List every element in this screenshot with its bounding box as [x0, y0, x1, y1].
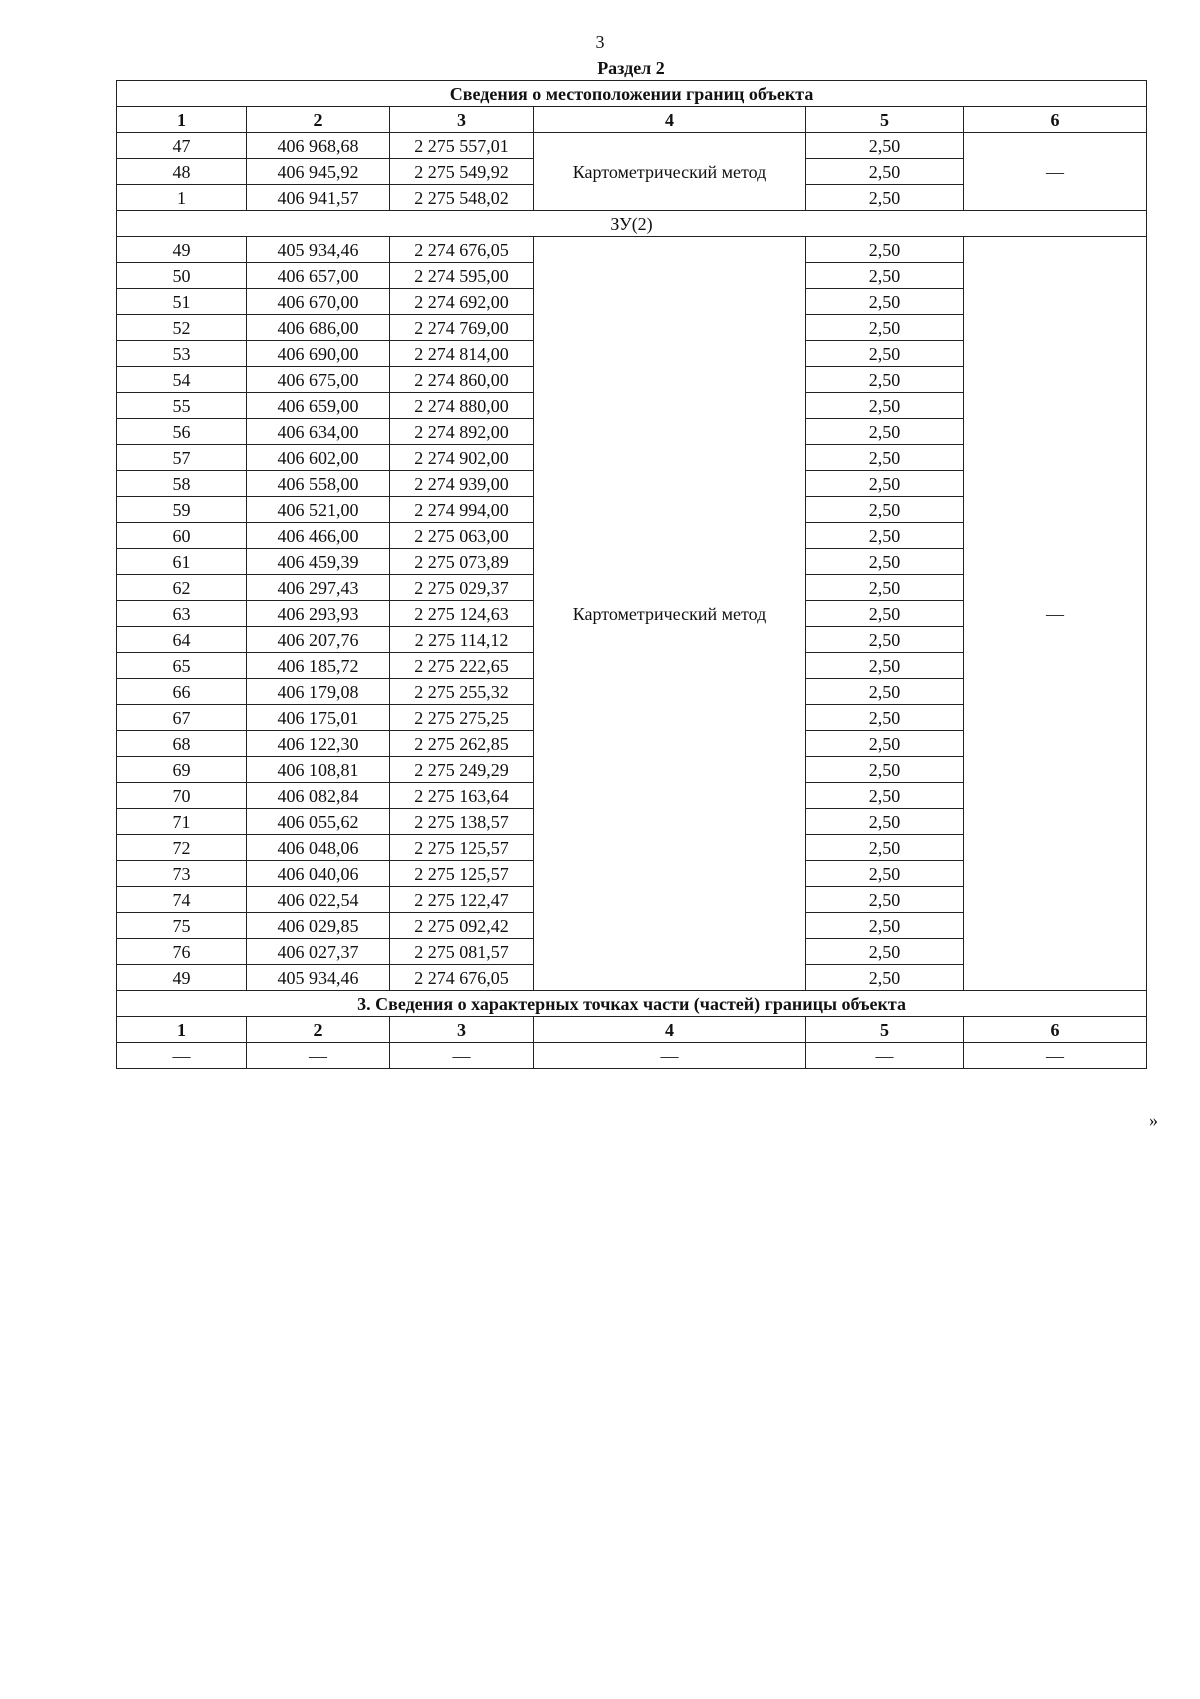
point-number: 50 — [117, 263, 247, 289]
accuracy-cell: 2,50 — [806, 341, 964, 367]
part-header-row — [117, 1017, 1147, 1043]
coordinate-y: 2 275 125,57 — [390, 835, 534, 861]
coordinate-x: 406 657,00 — [247, 263, 390, 289]
point-number: 61 — [117, 549, 247, 575]
table-title: Сведения о местоположении границ объекта — [117, 81, 1147, 107]
coordinate-y: 2 275 222,65 — [390, 653, 534, 679]
coordinate-y: 2 275 029,37 — [390, 575, 534, 601]
coordinate-x: 406 602,00 — [247, 445, 390, 471]
accuracy-cell: 2,50 — [806, 705, 964, 731]
accuracy-cell: 2,50 — [806, 887, 964, 913]
accuracy-cell: 2,50 — [806, 549, 964, 575]
coordinate-x: 406 690,00 — [247, 341, 390, 367]
accuracy-cell: 2,50 — [806, 497, 964, 523]
coordinate-y: 2 275 557,01 — [390, 133, 534, 159]
point-number: 68 — [117, 731, 247, 757]
coordinate-y: 2 274 676,05 — [390, 965, 534, 991]
coordinate-y: 2 275 073,89 — [390, 549, 534, 575]
coordinate-y: 2 275 275,25 — [390, 705, 534, 731]
point-number: 75 — [117, 913, 247, 939]
point-number: 52 — [117, 315, 247, 341]
coordinate-y: 2 275 262,85 — [390, 731, 534, 757]
accuracy-cell: 2,50 — [806, 913, 964, 939]
point-number: 76 — [117, 939, 247, 965]
description-cell: — — [964, 237, 1147, 991]
coordinate-y: 2 275 549,92 — [390, 159, 534, 185]
coordinate-y: 2 275 122,47 — [390, 887, 534, 913]
accuracy-cell: 2,50 — [806, 315, 964, 341]
column-header: 3 — [390, 107, 534, 133]
method-cell: Картометрический метод — [534, 237, 806, 991]
page-number: 3 — [595, 32, 605, 52]
coordinate-x: 406 634,00 — [247, 419, 390, 445]
accuracy-cell: 2,50 — [806, 289, 964, 315]
coordinate-x: 405 934,46 — [247, 237, 390, 263]
part-title: 3. Сведения о характерных точках части (частей) границы объекта — [117, 991, 1147, 1017]
column-header: 1 — [117, 107, 247, 133]
part-cell: — — [247, 1043, 390, 1069]
column-header-row — [117, 107, 1147, 133]
accuracy-cell: 2,50 — [806, 653, 964, 679]
coordinate-y: 2 274 939,00 — [390, 471, 534, 497]
coordinate-x: 406 055,62 — [247, 809, 390, 835]
point-number: 47 — [117, 133, 247, 159]
coordinate-y: 2 275 063,00 — [390, 523, 534, 549]
boundary-table — [116, 80, 1147, 1069]
coordinate-y: 2 274 860,00 — [390, 367, 534, 393]
point-number: 62 — [117, 575, 247, 601]
group-row — [117, 211, 1147, 237]
coordinate-y: 2 274 880,00 — [390, 393, 534, 419]
coordinate-x: 406 659,00 — [247, 393, 390, 419]
point-number: 54 — [117, 367, 247, 393]
point-number: 55 — [117, 393, 247, 419]
point-number: 67 — [117, 705, 247, 731]
coordinate-x: 406 941,57 — [247, 185, 390, 211]
coordinate-y: 2 274 902,00 — [390, 445, 534, 471]
accuracy-cell: 2,50 — [806, 367, 964, 393]
accuracy-cell: 2,50 — [806, 809, 964, 835]
coordinate-y: 2 275 114,12 — [390, 627, 534, 653]
point-number: 66 — [117, 679, 247, 705]
point-number: 51 — [117, 289, 247, 315]
point-number: 64 — [117, 627, 247, 653]
coordinate-y: 2 275 138,57 — [390, 809, 534, 835]
accuracy-cell: 2,50 — [806, 237, 964, 263]
table-row — [117, 133, 1147, 159]
part-column-header: 6 — [964, 1017, 1147, 1043]
column-header: 6 — [964, 107, 1147, 133]
coordinate-x: 406 082,84 — [247, 783, 390, 809]
coordinate-y: 2 275 081,57 — [390, 939, 534, 965]
coordinate-y: 2 275 249,29 — [390, 757, 534, 783]
part-cell: — — [964, 1043, 1147, 1069]
accuracy-cell: 2,50 — [806, 393, 964, 419]
coordinate-x: 406 670,00 — [247, 289, 390, 315]
accuracy-cell: 2,50 — [806, 757, 964, 783]
coordinate-y: 2 275 163,64 — [390, 783, 534, 809]
coordinate-x: 406 022,54 — [247, 887, 390, 913]
point-number: 48 — [117, 159, 247, 185]
point-number: 53 — [117, 341, 247, 367]
column-header: 4 — [534, 107, 806, 133]
coordinate-x: 406 179,08 — [247, 679, 390, 705]
point-number: 63 — [117, 601, 247, 627]
part-cell: — — [117, 1043, 247, 1069]
accuracy-cell: 2,50 — [806, 419, 964, 445]
point-number: 57 — [117, 445, 247, 471]
accuracy-cell: 2,50 — [806, 263, 964, 289]
coordinate-x: 406 558,00 — [247, 471, 390, 497]
coordinate-y: 2 274 692,00 — [390, 289, 534, 315]
coordinate-y: 2 275 125,57 — [390, 861, 534, 887]
coordinate-x: 406 293,93 — [247, 601, 390, 627]
point-number: 70 — [117, 783, 247, 809]
accuracy-cell: 2,50 — [806, 445, 964, 471]
part-cell: — — [534, 1043, 806, 1069]
point-number: 69 — [117, 757, 247, 783]
coordinate-y: 2 274 769,00 — [390, 315, 534, 341]
coordinate-x: 406 945,92 — [247, 159, 390, 185]
coordinate-x: 406 297,43 — [247, 575, 390, 601]
coordinate-x: 406 040,06 — [247, 861, 390, 887]
coordinate-x: 406 968,68 — [247, 133, 390, 159]
part-column-header: 4 — [534, 1017, 806, 1043]
part-column-header: 2 — [247, 1017, 390, 1043]
accuracy-cell: 2,50 — [806, 835, 964, 861]
coordinate-x: 405 934,46 — [247, 965, 390, 991]
closing-quote: » — [1149, 1110, 1158, 1130]
part-data-row — [117, 1043, 1147, 1069]
point-number: 74 — [117, 887, 247, 913]
accuracy-cell: 2,50 — [806, 939, 964, 965]
coordinate-y: 2 274 814,00 — [390, 341, 534, 367]
coordinate-y: 2 275 124,63 — [390, 601, 534, 627]
coordinate-x: 406 207,76 — [247, 627, 390, 653]
method-cell: Картометрический метод — [534, 133, 806, 211]
column-header: 5 — [806, 107, 964, 133]
coordinate-y: 2 275 255,32 — [390, 679, 534, 705]
coordinate-x: 406 027,37 — [247, 939, 390, 965]
part-cell: — — [806, 1043, 964, 1069]
coordinate-y: 2 274 676,05 — [390, 237, 534, 263]
part-column-header: 1 — [117, 1017, 247, 1043]
point-number: 65 — [117, 653, 247, 679]
coordinate-x: 406 048,06 — [247, 835, 390, 861]
accuracy-cell: 2,50 — [806, 627, 964, 653]
accuracy-cell: 2,50 — [806, 861, 964, 887]
part-cell: — — [390, 1043, 534, 1069]
coordinate-y: 2 274 892,00 — [390, 419, 534, 445]
accuracy-cell: 2,50 — [806, 575, 964, 601]
coordinate-x: 406 466,00 — [247, 523, 390, 549]
point-number: 73 — [117, 861, 247, 887]
group-label: ЗУ(2) — [117, 211, 1147, 237]
part-title-row — [117, 991, 1147, 1017]
point-number: 60 — [117, 523, 247, 549]
point-number: 49 — [117, 237, 247, 263]
accuracy-cell: 2,50 — [806, 601, 964, 627]
accuracy-cell: 2,50 — [806, 523, 964, 549]
coordinate-x: 406 108,81 — [247, 757, 390, 783]
point-number: 58 — [117, 471, 247, 497]
coordinate-x: 406 521,00 — [247, 497, 390, 523]
coordinate-y: 2 274 994,00 — [390, 497, 534, 523]
coordinate-x: 406 459,39 — [247, 549, 390, 575]
point-number: 49 — [117, 965, 247, 991]
accuracy-cell: 2,50 — [806, 133, 964, 159]
accuracy-cell: 2,50 — [806, 783, 964, 809]
point-number: 71 — [117, 809, 247, 835]
description-cell: — — [964, 133, 1147, 211]
coordinate-x: 406 675,00 — [247, 367, 390, 393]
coordinate-x: 406 122,30 — [247, 731, 390, 757]
coordinate-y: 2 274 595,00 — [390, 263, 534, 289]
table-row — [117, 237, 1147, 263]
coordinate-y: 2 275 548,02 — [390, 185, 534, 211]
coordinate-x: 406 029,85 — [247, 913, 390, 939]
column-header: 2 — [247, 107, 390, 133]
coordinate-x: 406 185,72 — [247, 653, 390, 679]
accuracy-cell: 2,50 — [806, 185, 964, 211]
accuracy-cell: 2,50 — [806, 731, 964, 757]
point-number: 72 — [117, 835, 247, 861]
part-column-header: 3 — [390, 1017, 534, 1043]
table-title-row — [117, 81, 1147, 107]
point-number: 56 — [117, 419, 247, 445]
accuracy-cell: 2,50 — [806, 471, 964, 497]
point-number: 59 — [117, 497, 247, 523]
section-title: Раздел 2 — [597, 58, 665, 78]
coordinate-x: 406 175,01 — [247, 705, 390, 731]
accuracy-cell: 2,50 — [806, 159, 964, 185]
coordinate-x: 406 686,00 — [247, 315, 390, 341]
accuracy-cell: 2,50 — [806, 965, 964, 991]
point-number: 1 — [117, 185, 247, 211]
accuracy-cell: 2,50 — [806, 679, 964, 705]
coordinate-y: 2 275 092,42 — [390, 913, 534, 939]
part-column-header: 5 — [806, 1017, 964, 1043]
